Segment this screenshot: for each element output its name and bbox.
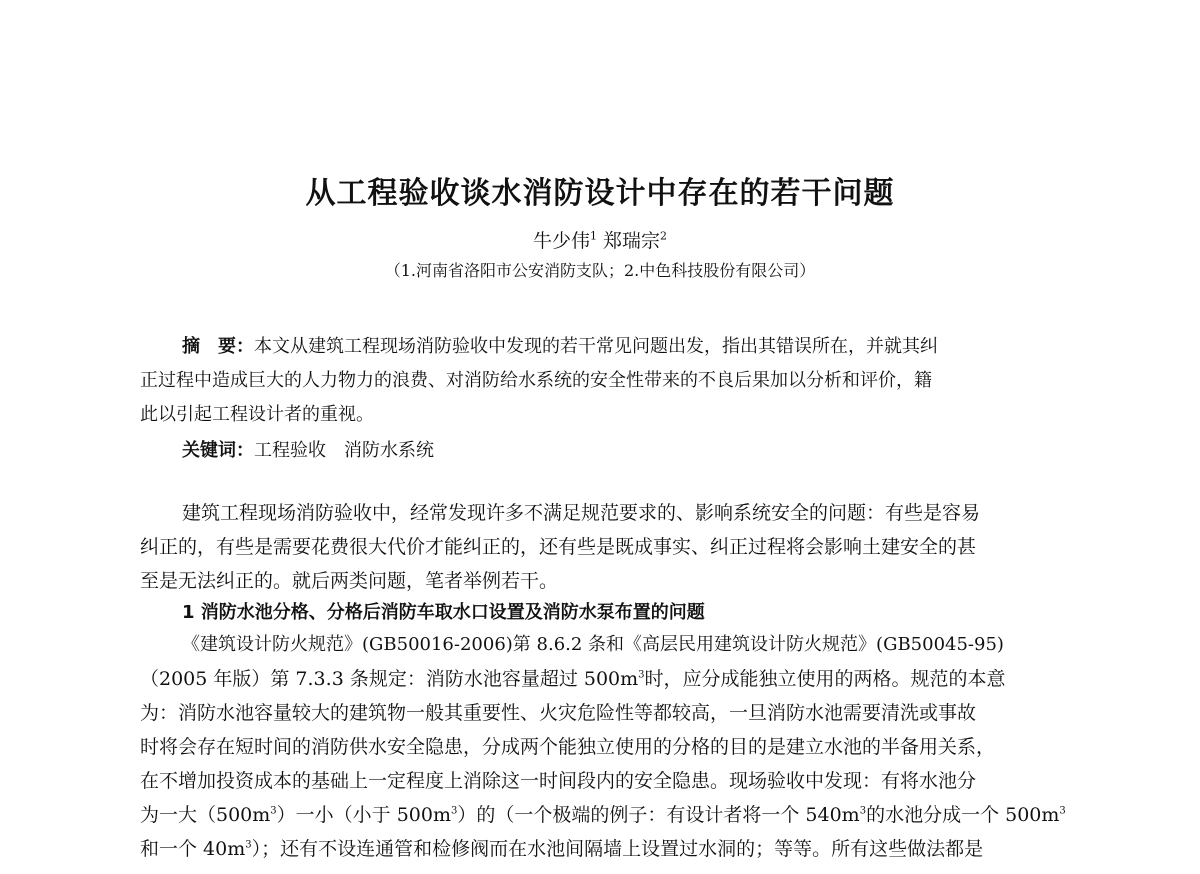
section1-line-2 — [140, 664, 1070, 691]
superscript-3: 3 — [1059, 805, 1066, 817]
intro-line-1: 建筑工程现场消防验收中，经常发现许多不满足规范要求的、影响系统安全的问题：有些是容易 — [182, 502, 981, 524]
superscript-3: 3 — [638, 669, 645, 681]
abstract-line-3: 此以引起工程设计者的重视。 — [140, 404, 374, 425]
section1-line-6b: ）一小（小于 500m — [276, 804, 451, 826]
author-2-mark: 2 — [660, 229, 668, 243]
section1-line-2b: 时，应分成能独立使用的两格。规范的本意 — [644, 668, 1006, 690]
superscript-3: 3 — [451, 805, 458, 817]
superscript-3: 3 — [270, 805, 277, 817]
abstract-line-1 — [140, 332, 1060, 358]
author-line — [0, 226, 1200, 253]
section1-line-6 — [140, 800, 1070, 827]
section1-line-4: 时将会存在短时间的消防供水安全隐患，分成两个能独立使用的分格的目的是建立水池的半备用关系， — [140, 736, 996, 758]
section1-line-6a: 为一大（500m — [140, 804, 271, 826]
section1-line-7b: ）；还有不设连通管和检修阀而在水池间隔墙上设置过水洞的；等等。所有这些做法都是 — [251, 838, 984, 860]
author-2: 郑瑞宗 — [603, 230, 661, 252]
abstract-line-2: 正过程中造成巨大的人力物力的浪费、对消防给水系统的安全性带来的不良后果加以分析和评价，籍 — [140, 370, 932, 391]
section1-line-2a: （2005 年版）第 7.3.3 条规定：消防水池容量超过 500m — [140, 668, 639, 690]
author-1: 牛少伟 — [532, 230, 590, 252]
section1-line-3: 为：消防水池容量较大的建筑物一般其重要性、火灾危险性等都较高，一旦消防水池需要清洗或事故 — [140, 702, 977, 724]
abstract-label: 摘 要： — [182, 336, 254, 357]
section1-line-6d: 的水池分成一个 500m — [866, 804, 1060, 826]
intro-line-3: 至是无法纠正的。就后两类问题，笔者举例若干。 — [140, 570, 559, 592]
section1-line-5: 在不增加投资成本的基础上一定程度上消除这一时间段内的安全隐患。现场验收中发现：有将水池分 — [140, 770, 977, 792]
section1-line-7 — [140, 834, 1070, 861]
section1-line-7a: 和一个 40m — [140, 838, 246, 860]
keywords-line — [140, 436, 1060, 462]
section1-line-6c: ）的（一个极端的例子：有设计者将一个 540m — [457, 804, 860, 826]
section1-line-1: 《建筑设计防火规范》(GB50016-2006)第 8.6.2 条和《高层民用建筑设计防火规范》(GB50045-95) — [182, 634, 1004, 655]
intro-line-2: 纠正的，有些是需要花费很大代价才能纠正的，还有些是既成事实、纠正过程将会影响土建安全的甚 — [140, 536, 977, 558]
keywords-value: 工程验收 消防水系统 — [254, 440, 434, 461]
superscript-3: 3 — [245, 839, 252, 851]
keywords-label: 关键词： — [182, 440, 254, 461]
abstract-text-1: 本文从建筑工程现场消防验收中发现的若干常见问题出发，指出其错误所在，并就其纠 — [254, 336, 938, 357]
superscript-3: 3 — [859, 805, 867, 817]
affiliation: （1.河南省洛阳市公安消防支队；2.中色科技股份有限公司） — [384, 261, 816, 280]
author-1-mark: 1 — [589, 229, 597, 243]
section-heading-1: 1 消防水池分格、分格后消防车取水口设置及消防水泵布置的问题 — [182, 602, 705, 623]
paper-title: 从工程验收谈水消防设计中存在的若干问题 — [305, 176, 895, 211]
